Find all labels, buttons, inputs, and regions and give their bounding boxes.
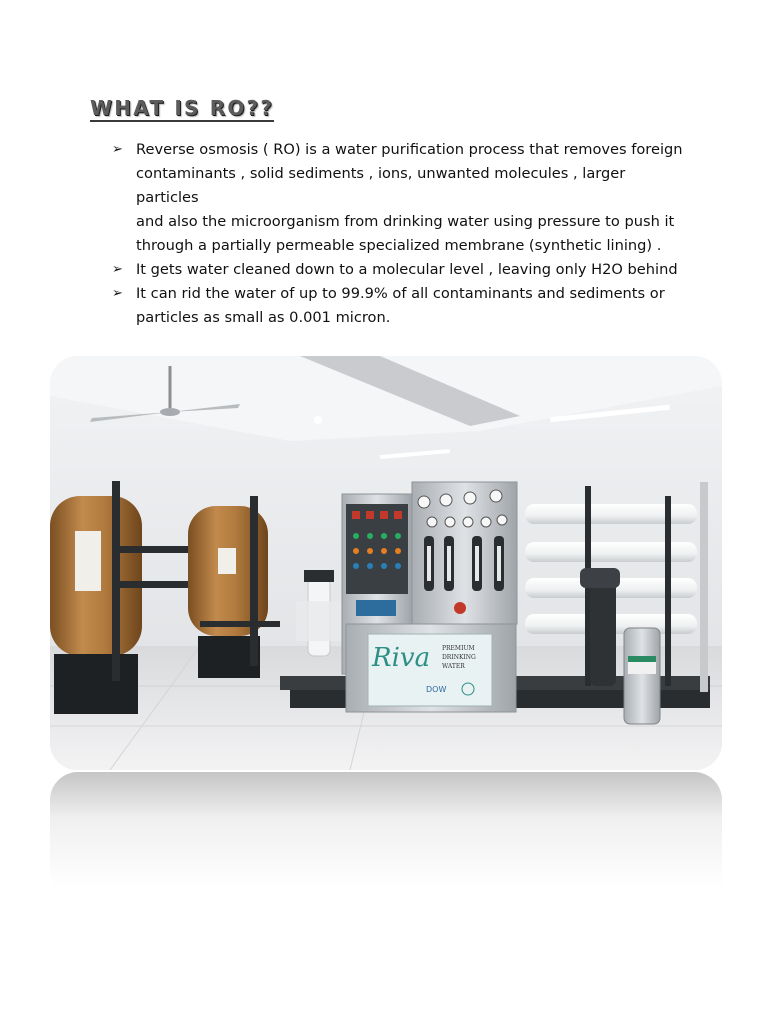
bullet-line: through a partially permeable specialized membrane (synthetic lining) . xyxy=(136,237,662,254)
bullet-line: It gets water cleaned down to a molecular level , leaving only H2O behind xyxy=(136,261,678,278)
gauge-panel xyxy=(412,482,517,624)
bullet-item xyxy=(112,258,692,282)
bullet-line: contaminants , solid sediments , ions, unwanted molecules , larger particles xyxy=(136,165,626,206)
bullet-item xyxy=(112,282,692,330)
arrow-bullet-icon: ➢ xyxy=(112,262,123,277)
bullet-line: It can rid the water of up to 99.9% of all contaminants and sediments or xyxy=(136,285,665,302)
arrow-bullet-icon: ➢ xyxy=(112,142,123,157)
ro-plant-illustration xyxy=(50,356,722,770)
tagline-line: WATER xyxy=(442,663,465,670)
bullet-line: Reverse osmosis ( RO) is a water purification process that removes foreign xyxy=(136,141,683,158)
arrow-bullet-icon: ➢ xyxy=(112,286,123,301)
riva-logo-text: Riva xyxy=(372,643,431,673)
steel-filter-vessel xyxy=(624,628,660,724)
dow-logo-text: DOW xyxy=(426,685,447,694)
ro-plant-photo xyxy=(50,356,722,770)
bullet-line: particles as small as 0.001 micron. xyxy=(136,309,391,326)
bullet-line: and also the microorganism from drinking water using pressure to push it xyxy=(136,213,675,230)
riva-branding-panel xyxy=(346,624,516,712)
bullet-item xyxy=(112,138,692,258)
tagline-line: PREMIUM xyxy=(442,645,475,652)
tagline-line: DRINKING xyxy=(442,654,476,661)
page-title: WHAT IS RO?? xyxy=(90,96,275,120)
bullet-list xyxy=(112,138,692,330)
photo-reflection xyxy=(50,772,722,888)
